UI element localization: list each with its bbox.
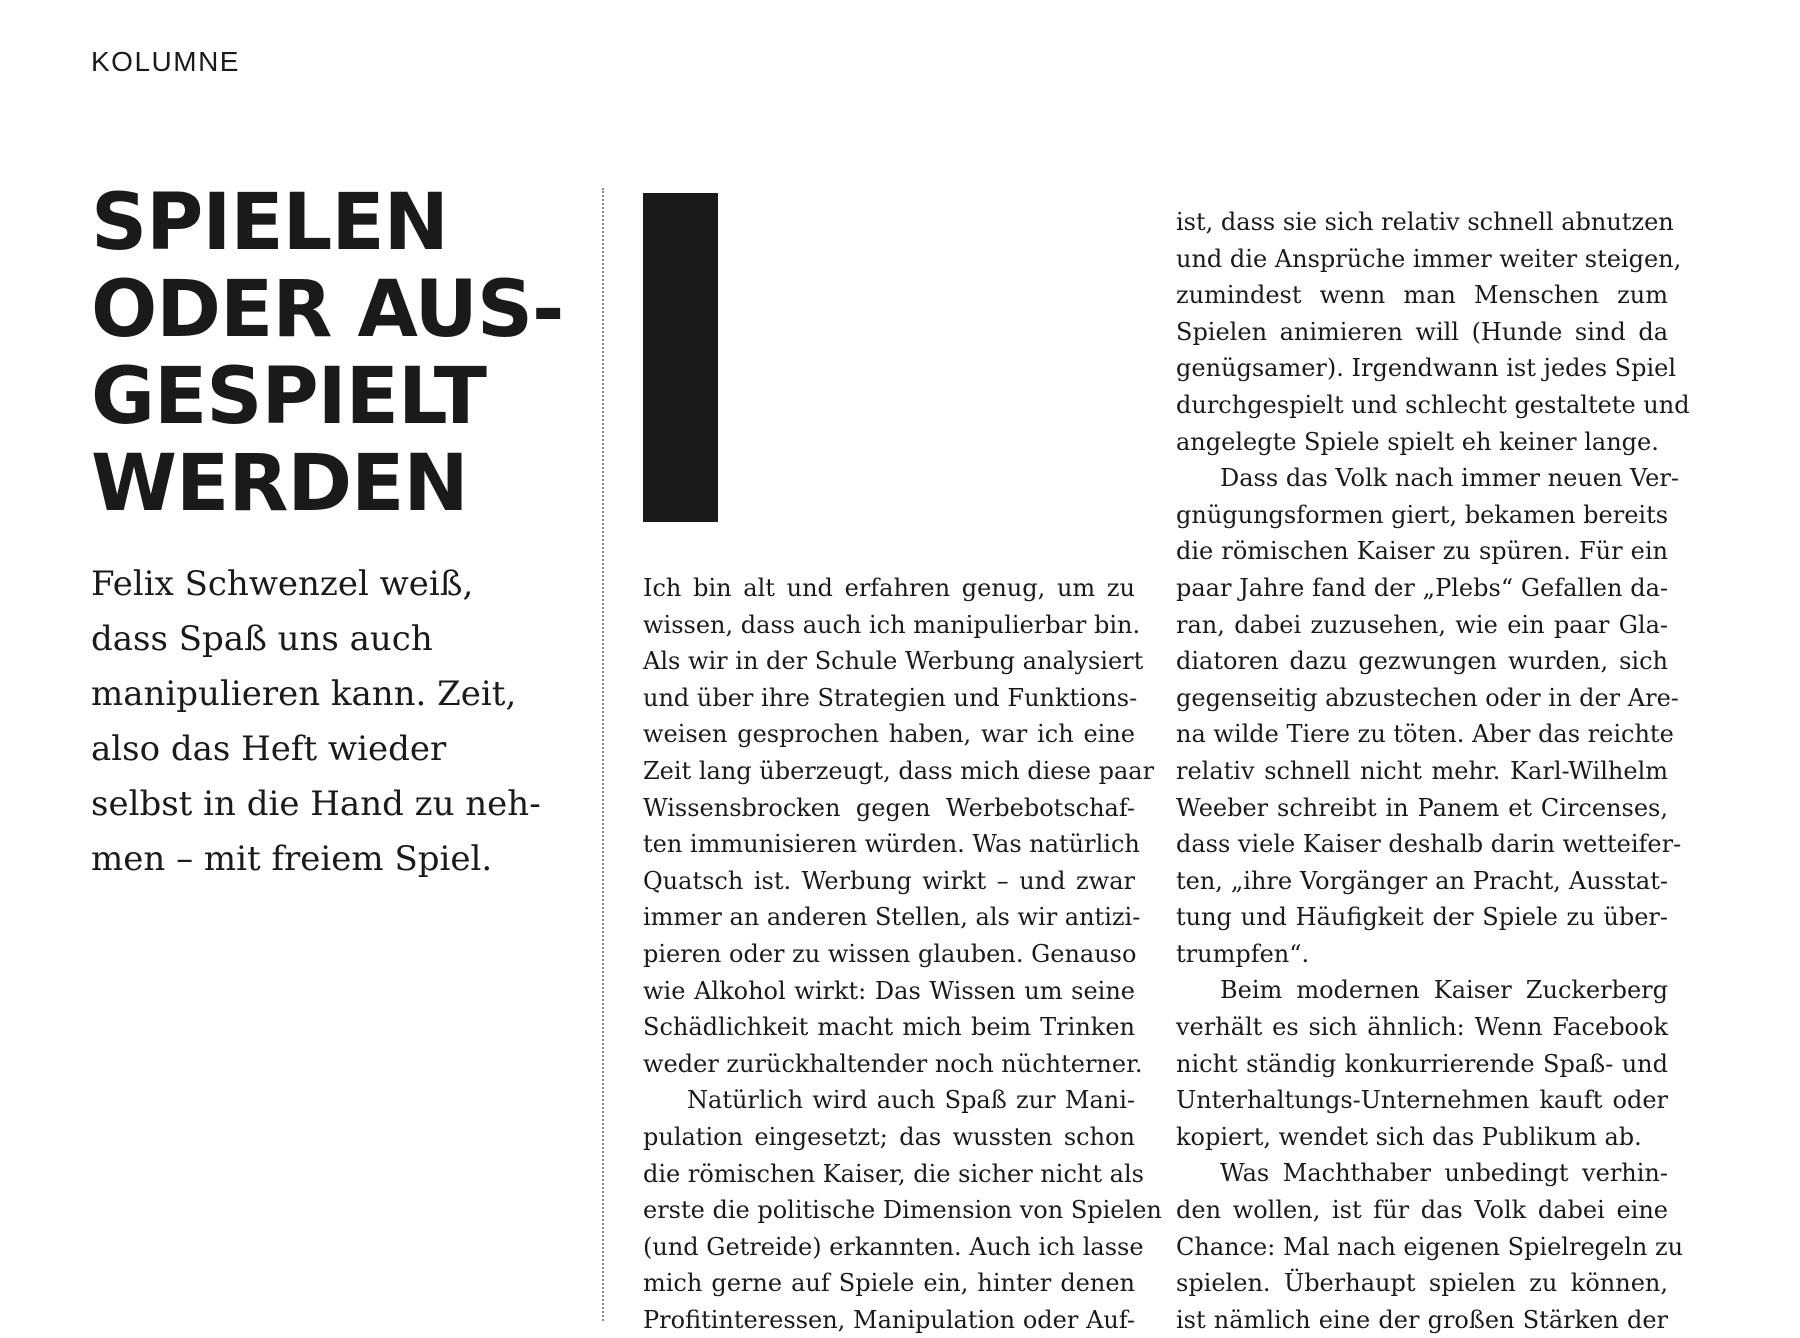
lede-line: Felix Schwenzel weiß, [91,564,474,604]
text-line: trumpfen“. [1176,939,1310,968]
text-line: die römischen Kaiser zu spüren. Für ein [1176,537,1668,566]
text-line: mich gerne auf Spiele ein, hinter denen [643,1269,1135,1298]
section-label: KOLUMNE [91,46,240,77]
text-line: pieren oder zu wissen glauben. Genauso [643,939,1137,968]
text-line: Als wir in der Schule Werbung analysiert [643,647,1144,676]
text-line: weisen gesprochen haben, war ich eine [643,720,1135,749]
text-line: ten, „ihre Vorgänger an Pracht, Ausstat- [1176,866,1668,895]
text-line: ran, dabei zuzusehen, wie ein paar Gla- [1176,610,1668,639]
text-line: relativ schnell nicht mehr. Karl-Wilhelm [1176,756,1668,785]
text-line: (und Getreide) erkannten. Auch ich lasse [643,1232,1144,1261]
text-line: Ich bin alt und erfahren genug, um zu [643,574,1135,602]
text-line: kopiert, wendet sich das Publikum ab. [1176,1122,1642,1151]
text-line: ist nämlich eine der großen Stärken der [1176,1305,1668,1334]
text-line: tung und Häufigkeit der Spiele zu über- [1176,903,1668,932]
text-line: dass viele Kaiser deshalb darin wetteifer- [1176,830,1682,859]
text-line: spielen. Überhaupt spielen zu können, [1176,1269,1668,1298]
text-line: genügsamer). Irgendwann ist jedes Spiel [1176,354,1677,383]
drop-cap-letter [643,193,718,522]
text-line: nicht ständig konkurrierende Spaß- und [1176,1049,1668,1078]
text-line: verhält es sich ähnlich: Wenn Facebook [1176,1013,1668,1042]
text-line: und über ihre Strategien und Funktions- [643,683,1138,712]
text-line: Profitinteressen, Manipulation oder Auf- [643,1305,1135,1334]
text-line: Wissensbrocken gegen Werbebotschaf- [643,793,1135,822]
text-line: gegenseitig abzustechen oder in der Are- [1176,683,1679,712]
text-line: und die Ansprüche immer weiter steigen, [1176,244,1682,273]
lede-line: dass Spaß uns auch [91,619,433,659]
headline-line: ODER AUS- [91,265,564,355]
text-line: die römischen Kaiser, die sicher nicht als [643,1159,1144,1188]
text-line: pulation eingesetzt; das wussten schon [643,1122,1135,1151]
text-line: durchgespielt und schlecht gestaltete und [1176,390,1690,419]
text-line: Unterhaltungs-Unternehmen kauft oder [1176,1086,1668,1115]
column-divider [602,188,604,1321]
text-line: Was Machthaber unbedingt verhin- [1220,1159,1668,1188]
text-line: den wollen, ist für das Volk dabei eine [1176,1196,1668,1225]
text-line: Zeit lang überzeugt, dass mich diese paar [643,756,1155,785]
article-column-1 [643,570,1162,1338]
lede-line: men – mit freiem Spiel. [91,839,493,879]
text-line: gnügungsformen giert, bekamen bereits [1176,500,1669,529]
text-line: wissen, dass auch ich manipulierbar bin. [643,610,1141,639]
text-line: angelegte Spiele spielt eh keiner lange. [1176,427,1659,456]
text-line: immer an anderen Stellen, als wir antizi- [643,903,1141,932]
text-line: ist, dass sie sich relativ schnell abnutzen [1176,208,1674,236]
lede-line: manipulieren kann. Zeit, [91,674,517,714]
text-line: Quatsch ist. Werbung wirkt – und zwar [643,866,1135,895]
text-line: Spielen animieren will (Hunde sind da [1176,317,1668,346]
text-line: ten immunisieren würden. Was natürlich [643,830,1140,859]
text-line: Beim modernen Kaiser Zuckerberg [1220,976,1668,1005]
text-line: Chance: Mal nach eigenen Spielregeln zu [1176,1232,1684,1261]
text-line: erste die politische Dimension von Spielen [643,1196,1162,1225]
text-line: zumindest wenn man Menschen zum [1176,281,1668,310]
text-line: Weeber schreibt in Panem et Circenses, [1176,793,1668,822]
headline-line: WERDEN [91,439,468,529]
lede-line: also das Heft wieder [91,729,447,769]
text-line: na wilde Tiere zu töten. Aber das reichte [1176,720,1674,749]
text-line: wie Alkohol wirkt: Das Wissen um seine [643,976,1135,1005]
text-line: paar Jahre fand der „Plebs“ Gefallen da- [1176,573,1668,602]
lede [91,557,561,887]
lede-line: selbst in die Hand zu neh- [91,784,541,824]
text-line: diatoren dazu gezwungen wurden, sich [1176,647,1668,676]
headline-line: SPIELEN [91,178,448,268]
article-column-2 [1176,204,1690,1338]
headline [91,178,564,529]
text-line: Schädlichkeit macht mich beim Trinken [643,1013,1135,1042]
text-line: Dass das Volk nach immer neuen Ver- [1220,464,1679,493]
text-line: Natürlich wird auch Spaß zur Mani- [687,1086,1135,1115]
text-line: weder zurückhaltender noch nüchterner. [643,1049,1143,1078]
headline-line: GESPIELT [91,352,486,442]
